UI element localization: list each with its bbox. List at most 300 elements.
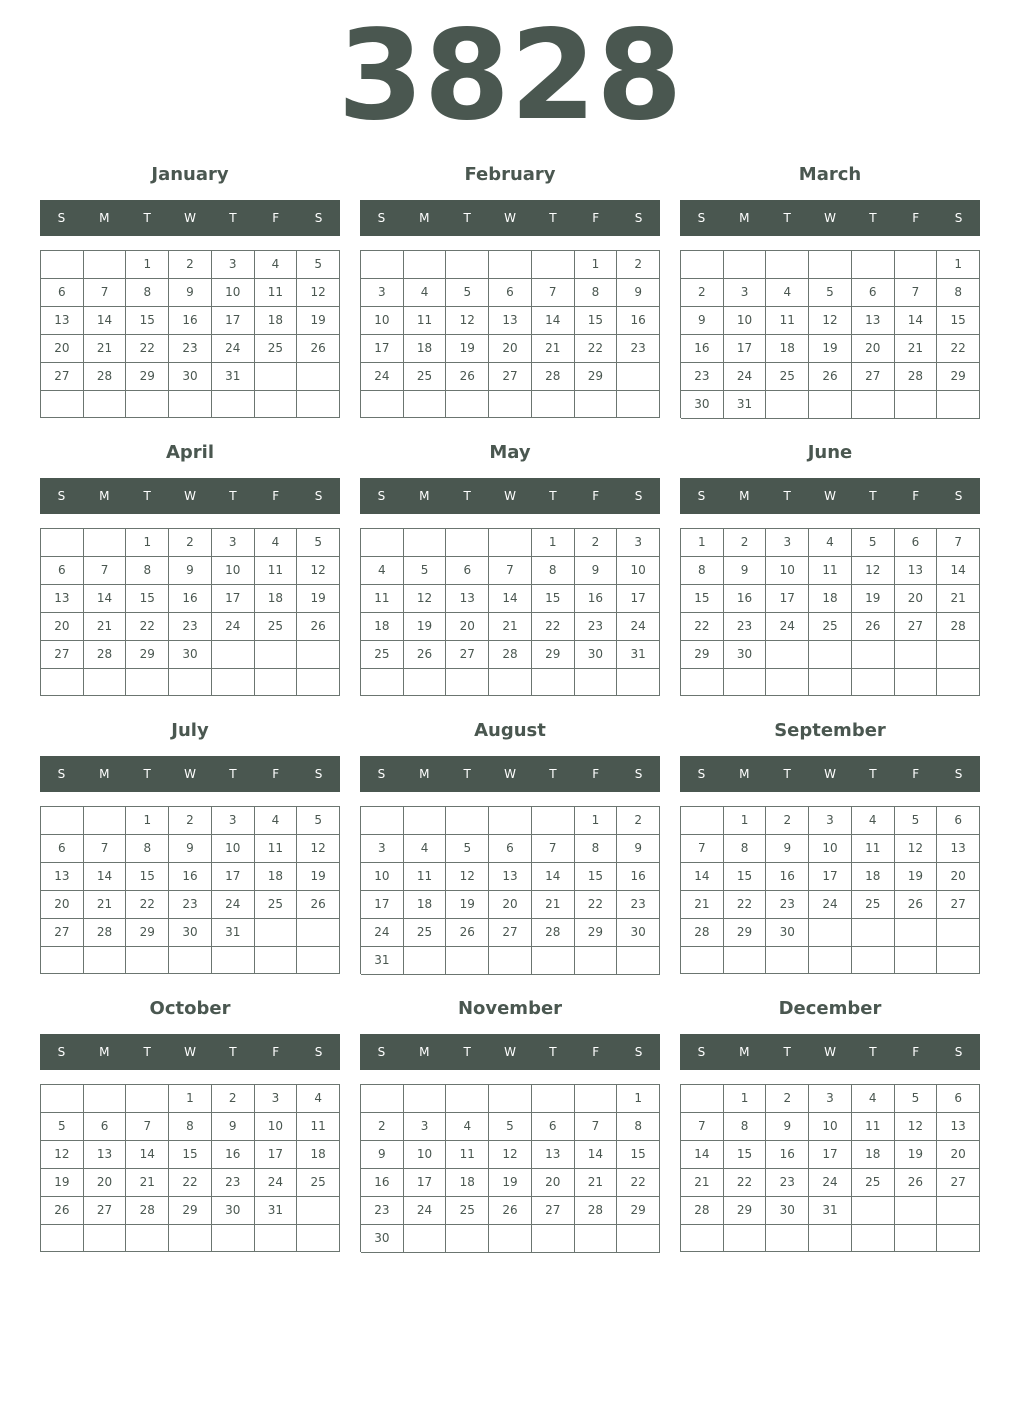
day-cell: 18 xyxy=(809,585,852,613)
empty-cell xyxy=(617,669,660,696)
day-cell: 26 xyxy=(895,891,938,919)
empty-cell xyxy=(724,251,767,279)
day-cell: 7 xyxy=(84,557,127,585)
day-cell: 2 xyxy=(617,807,660,835)
day-cell: 7 xyxy=(681,835,724,863)
day-cell: 3 xyxy=(404,1113,447,1141)
day-cell: 20 xyxy=(489,335,532,363)
day-cell: 19 xyxy=(489,1169,532,1197)
empty-cell xyxy=(255,641,298,669)
empty-cell xyxy=(575,1225,618,1253)
day-cell: 20 xyxy=(937,1141,980,1169)
day-cell: 23 xyxy=(724,613,767,641)
day-cell: 16 xyxy=(169,863,212,891)
day-cell: 11 xyxy=(446,1141,489,1169)
day-cell: 23 xyxy=(169,335,212,363)
day-cell: 12 xyxy=(489,1141,532,1169)
day-cell: 5 xyxy=(895,807,938,835)
day-cell: 21 xyxy=(532,891,575,919)
empty-cell xyxy=(766,669,809,696)
day-cell: 29 xyxy=(126,363,169,391)
weekday-label: T xyxy=(783,211,791,225)
day-cell: 23 xyxy=(681,363,724,391)
weekday-header xyxy=(360,756,660,792)
day-cell: 22 xyxy=(126,613,169,641)
day-cell: 20 xyxy=(446,613,489,641)
empty-cell xyxy=(724,947,767,974)
empty-cell xyxy=(681,1225,724,1252)
day-cell: 7 xyxy=(532,835,575,863)
day-cell: 9 xyxy=(681,307,724,335)
day-cell: 10 xyxy=(212,557,255,585)
empty-cell xyxy=(41,529,84,557)
day-cell: 26 xyxy=(297,891,340,919)
day-cell: 13 xyxy=(532,1141,575,1169)
weekday-label: T xyxy=(143,211,151,225)
day-cell: 13 xyxy=(489,307,532,335)
day-cell: 6 xyxy=(446,557,489,585)
day-cell: 5 xyxy=(297,251,340,279)
empty-cell xyxy=(724,1225,767,1252)
day-cell: 27 xyxy=(937,1169,980,1197)
weekday-label: T xyxy=(869,211,877,225)
day-cell: 6 xyxy=(937,807,980,835)
day-cell: 24 xyxy=(212,613,255,641)
day-grid xyxy=(680,528,980,696)
day-cell: 30 xyxy=(724,641,767,669)
day-cell: 11 xyxy=(255,279,298,307)
empty-cell xyxy=(575,947,618,975)
day-cell: 23 xyxy=(169,891,212,919)
day-cell: 22 xyxy=(617,1169,660,1197)
day-cell: 29 xyxy=(169,1197,212,1225)
empty-cell xyxy=(297,919,340,947)
weekday-label: T xyxy=(549,211,557,225)
empty-cell xyxy=(84,251,127,279)
day-cell: 22 xyxy=(126,891,169,919)
day-cell: 25 xyxy=(766,363,809,391)
day-cell: 22 xyxy=(724,891,767,919)
day-cell: 27 xyxy=(937,891,980,919)
empty-cell xyxy=(446,529,489,557)
month-name: November xyxy=(457,998,563,1019)
day-cell: 13 xyxy=(446,585,489,613)
day-cell: 2 xyxy=(681,279,724,307)
day-cell: 15 xyxy=(575,307,618,335)
day-cell: 10 xyxy=(212,279,255,307)
weekday-label: S xyxy=(697,767,706,781)
weekday-label: S xyxy=(377,1045,386,1059)
day-cell: 27 xyxy=(852,363,895,391)
empty-cell xyxy=(361,669,404,696)
day-cell: 28 xyxy=(895,363,938,391)
empty-cell xyxy=(895,919,938,947)
day-cell: 6 xyxy=(41,279,84,307)
month-name: June xyxy=(807,442,853,463)
day-cell: 28 xyxy=(84,641,127,669)
empty-cell xyxy=(404,1085,447,1113)
day-cell: 20 xyxy=(937,863,980,891)
empty-cell xyxy=(361,1085,404,1113)
day-cell: 6 xyxy=(852,279,895,307)
day-cell: 7 xyxy=(489,557,532,585)
empty-cell xyxy=(297,947,340,974)
day-cell: 21 xyxy=(575,1169,618,1197)
weekday-label: W xyxy=(504,489,516,503)
weekday-label: S xyxy=(954,489,963,503)
empty-cell xyxy=(532,669,575,696)
day-cell: 9 xyxy=(361,1141,404,1169)
weekday-label: S xyxy=(377,489,386,503)
day-cell: 18 xyxy=(255,307,298,335)
day-cell: 15 xyxy=(575,863,618,891)
day-cell: 16 xyxy=(681,335,724,363)
weekday-label: T xyxy=(229,489,237,503)
empty-cell xyxy=(404,947,447,975)
empty-cell xyxy=(84,391,127,418)
weekday-label: F xyxy=(272,211,280,225)
day-cell: 4 xyxy=(852,807,895,835)
day-cell: 8 xyxy=(681,557,724,585)
weekday-label: S xyxy=(697,211,706,225)
day-cell: 10 xyxy=(617,557,660,585)
empty-cell xyxy=(809,947,852,974)
day-cell: 2 xyxy=(169,529,212,557)
empty-cell xyxy=(126,669,169,696)
weekday-label: S xyxy=(57,489,66,503)
weekday-label: M xyxy=(739,1045,750,1059)
day-cell: 7 xyxy=(84,279,127,307)
weekday-header xyxy=(680,1034,980,1070)
day-cell: 12 xyxy=(446,307,489,335)
empty-cell xyxy=(41,669,84,696)
day-cell: 29 xyxy=(681,641,724,669)
day-cell: 15 xyxy=(126,863,169,891)
month-name: April xyxy=(165,442,215,463)
month-october xyxy=(40,994,340,1264)
day-cell: 6 xyxy=(41,557,84,585)
empty-cell xyxy=(937,1225,980,1252)
weekday-label: W xyxy=(824,1045,836,1059)
empty-cell xyxy=(489,947,532,975)
weekday-label: W xyxy=(824,211,836,225)
day-cell: 12 xyxy=(297,279,340,307)
day-cell: 20 xyxy=(84,1169,127,1197)
day-cell: 5 xyxy=(297,529,340,557)
weekday-header xyxy=(360,200,660,236)
empty-cell xyxy=(852,1225,895,1252)
day-cell: 21 xyxy=(681,891,724,919)
day-cell: 16 xyxy=(724,585,767,613)
day-cell: 13 xyxy=(852,307,895,335)
weekday-header xyxy=(680,200,980,236)
day-cell: 23 xyxy=(766,891,809,919)
day-cell: 17 xyxy=(361,891,404,919)
day-cell: 17 xyxy=(724,335,767,363)
day-cell: 31 xyxy=(361,947,404,975)
day-cell: 8 xyxy=(126,279,169,307)
day-cell: 27 xyxy=(41,919,84,947)
empty-cell xyxy=(852,669,895,696)
month-january xyxy=(40,160,340,430)
day-cell: 6 xyxy=(84,1113,127,1141)
day-cell: 2 xyxy=(724,529,767,557)
day-cell: 20 xyxy=(489,891,532,919)
day-cell: 23 xyxy=(617,891,660,919)
day-cell: 3 xyxy=(361,835,404,863)
day-cell: 6 xyxy=(532,1113,575,1141)
day-cell: 26 xyxy=(41,1197,84,1225)
day-cell: 25 xyxy=(404,919,447,947)
weekday-header xyxy=(40,756,340,792)
day-cell: 9 xyxy=(766,1113,809,1141)
day-cell: 9 xyxy=(212,1113,255,1141)
weekday-label: S xyxy=(314,489,323,503)
day-cell: 4 xyxy=(404,835,447,863)
day-cell: 21 xyxy=(84,613,127,641)
empty-cell xyxy=(126,391,169,418)
day-cell: 21 xyxy=(489,613,532,641)
day-cell: 17 xyxy=(212,585,255,613)
day-cell: 5 xyxy=(297,807,340,835)
weekday-label: T xyxy=(463,767,471,781)
empty-cell xyxy=(809,919,852,947)
day-cell: 6 xyxy=(489,835,532,863)
empty-cell xyxy=(126,1085,169,1113)
day-cell: 7 xyxy=(681,1113,724,1141)
day-cell: 4 xyxy=(255,807,298,835)
empty-cell xyxy=(766,391,809,419)
day-cell: 29 xyxy=(617,1197,660,1225)
day-cell: 29 xyxy=(126,641,169,669)
day-cell: 11 xyxy=(297,1113,340,1141)
day-cell: 15 xyxy=(724,1141,767,1169)
day-cell: 4 xyxy=(255,251,298,279)
empty-cell xyxy=(404,251,447,279)
weekday-label: T xyxy=(549,489,557,503)
day-cell: 21 xyxy=(84,335,127,363)
weekday-label: T xyxy=(549,767,557,781)
day-cell: 18 xyxy=(297,1141,340,1169)
day-cell: 1 xyxy=(575,251,618,279)
day-cell: 14 xyxy=(84,307,127,335)
day-cell: 14 xyxy=(126,1141,169,1169)
month-february xyxy=(360,160,660,430)
day-cell: 27 xyxy=(84,1197,127,1225)
day-cell: 16 xyxy=(766,863,809,891)
day-cell: 20 xyxy=(41,613,84,641)
weekday-label: T xyxy=(869,489,877,503)
weekday-label: W xyxy=(504,767,516,781)
weekday-label: S xyxy=(377,211,386,225)
day-cell: 2 xyxy=(575,529,618,557)
weekday-label: S xyxy=(314,767,323,781)
weekday-label: W xyxy=(184,767,196,781)
day-cell: 28 xyxy=(84,363,127,391)
day-cell: 20 xyxy=(532,1169,575,1197)
empty-cell xyxy=(766,1225,809,1252)
day-cell: 11 xyxy=(852,835,895,863)
day-cell: 31 xyxy=(617,641,660,669)
empty-cell xyxy=(404,391,447,418)
day-cell: 11 xyxy=(809,557,852,585)
day-cell: 6 xyxy=(895,529,938,557)
day-cell: 26 xyxy=(489,1197,532,1225)
empty-cell xyxy=(489,529,532,557)
empty-cell xyxy=(575,669,618,696)
day-cell: 3 xyxy=(617,529,660,557)
day-cell: 6 xyxy=(489,279,532,307)
day-cell: 28 xyxy=(575,1197,618,1225)
empty-cell xyxy=(446,251,489,279)
empty-cell xyxy=(84,807,127,835)
empty-cell xyxy=(724,669,767,696)
day-cell: 12 xyxy=(41,1141,84,1169)
day-grid xyxy=(680,250,980,418)
day-cell: 18 xyxy=(404,891,447,919)
empty-cell xyxy=(297,363,340,391)
empty-cell xyxy=(84,529,127,557)
empty-cell xyxy=(852,919,895,947)
day-cell: 31 xyxy=(212,919,255,947)
empty-cell xyxy=(255,919,298,947)
day-cell: 20 xyxy=(895,585,938,613)
day-cell: 18 xyxy=(404,335,447,363)
weekday-label: M xyxy=(99,1045,110,1059)
day-cell: 5 xyxy=(489,1113,532,1141)
day-cell: 11 xyxy=(404,863,447,891)
weekday-label: S xyxy=(377,767,386,781)
day-cell: 24 xyxy=(724,363,767,391)
day-cell: 29 xyxy=(724,919,767,947)
day-cell: 30 xyxy=(681,391,724,419)
empty-cell xyxy=(446,391,489,418)
day-cell: 2 xyxy=(766,1085,809,1113)
empty-cell xyxy=(169,1225,212,1252)
day-cell: 25 xyxy=(852,1169,895,1197)
day-cell: 30 xyxy=(361,1225,404,1253)
day-cell: 13 xyxy=(41,585,84,613)
weekday-label: W xyxy=(184,211,196,225)
day-cell: 11 xyxy=(404,307,447,335)
day-cell: 26 xyxy=(297,613,340,641)
empty-cell xyxy=(895,391,938,419)
day-cell: 24 xyxy=(809,891,852,919)
weekday-label: M xyxy=(419,1045,430,1059)
day-grid xyxy=(360,528,660,696)
day-cell: 19 xyxy=(297,863,340,891)
empty-cell xyxy=(937,669,980,696)
day-cell: 12 xyxy=(297,835,340,863)
day-cell: 21 xyxy=(937,585,980,613)
day-cell: 8 xyxy=(126,835,169,863)
weekday-label: S xyxy=(697,489,706,503)
day-cell: 22 xyxy=(681,613,724,641)
weekday-label: M xyxy=(419,211,430,225)
empty-cell xyxy=(489,1085,532,1113)
day-cell: 30 xyxy=(617,919,660,947)
day-cell: 16 xyxy=(617,863,660,891)
weekday-label: S xyxy=(954,211,963,225)
empty-cell xyxy=(489,1225,532,1253)
day-cell: 21 xyxy=(126,1169,169,1197)
day-cell: 17 xyxy=(212,307,255,335)
empty-cell xyxy=(212,1225,255,1252)
weekday-header xyxy=(680,756,980,792)
empty-cell xyxy=(361,529,404,557)
day-cell: 24 xyxy=(617,613,660,641)
day-cell: 1 xyxy=(126,251,169,279)
day-cell: 10 xyxy=(809,835,852,863)
month-name: July xyxy=(171,720,209,741)
day-cell: 17 xyxy=(809,1141,852,1169)
day-cell: 11 xyxy=(852,1113,895,1141)
empty-cell xyxy=(446,1225,489,1253)
day-cell: 9 xyxy=(575,557,618,585)
day-cell: 28 xyxy=(532,919,575,947)
day-cell: 15 xyxy=(681,585,724,613)
day-cell: 25 xyxy=(255,613,298,641)
day-cell: 22 xyxy=(575,335,618,363)
weekday-label: W xyxy=(184,489,196,503)
empty-cell xyxy=(895,947,938,974)
empty-cell xyxy=(446,947,489,975)
day-cell: 27 xyxy=(41,363,84,391)
month-name: January xyxy=(151,164,229,185)
day-cell: 21 xyxy=(895,335,938,363)
day-cell: 6 xyxy=(41,835,84,863)
day-cell: 2 xyxy=(766,807,809,835)
day-cell: 26 xyxy=(404,641,447,669)
empty-cell xyxy=(532,391,575,418)
day-cell: 25 xyxy=(446,1197,489,1225)
empty-cell xyxy=(255,1225,298,1252)
day-cell: 24 xyxy=(809,1169,852,1197)
day-cell: 13 xyxy=(489,863,532,891)
day-grid xyxy=(680,1084,980,1252)
day-cell: 16 xyxy=(575,585,618,613)
day-cell: 24 xyxy=(212,335,255,363)
day-cell: 17 xyxy=(766,585,809,613)
empty-cell xyxy=(809,641,852,669)
month-september xyxy=(680,716,980,986)
day-cell: 13 xyxy=(937,1113,980,1141)
weekday-header xyxy=(360,478,660,514)
day-cell: 15 xyxy=(937,307,980,335)
day-cell: 17 xyxy=(809,863,852,891)
empty-cell xyxy=(361,391,404,418)
day-cell: 19 xyxy=(297,307,340,335)
weekday-label: F xyxy=(912,767,920,781)
day-cell: 8 xyxy=(575,279,618,307)
day-cell: 27 xyxy=(895,613,938,641)
day-cell: 11 xyxy=(255,557,298,585)
day-cell: 8 xyxy=(724,835,767,863)
day-cell: 7 xyxy=(84,835,127,863)
month-april xyxy=(40,438,340,708)
weekday-label: M xyxy=(739,211,750,225)
day-cell: 22 xyxy=(169,1169,212,1197)
weekday-label: F xyxy=(912,489,920,503)
day-cell: 16 xyxy=(212,1141,255,1169)
day-cell: 26 xyxy=(446,919,489,947)
empty-cell xyxy=(297,669,340,696)
weekday-label: T xyxy=(783,1045,791,1059)
empty-cell xyxy=(681,251,724,279)
day-cell: 23 xyxy=(617,335,660,363)
day-cell: 18 xyxy=(255,863,298,891)
day-cell: 10 xyxy=(255,1113,298,1141)
